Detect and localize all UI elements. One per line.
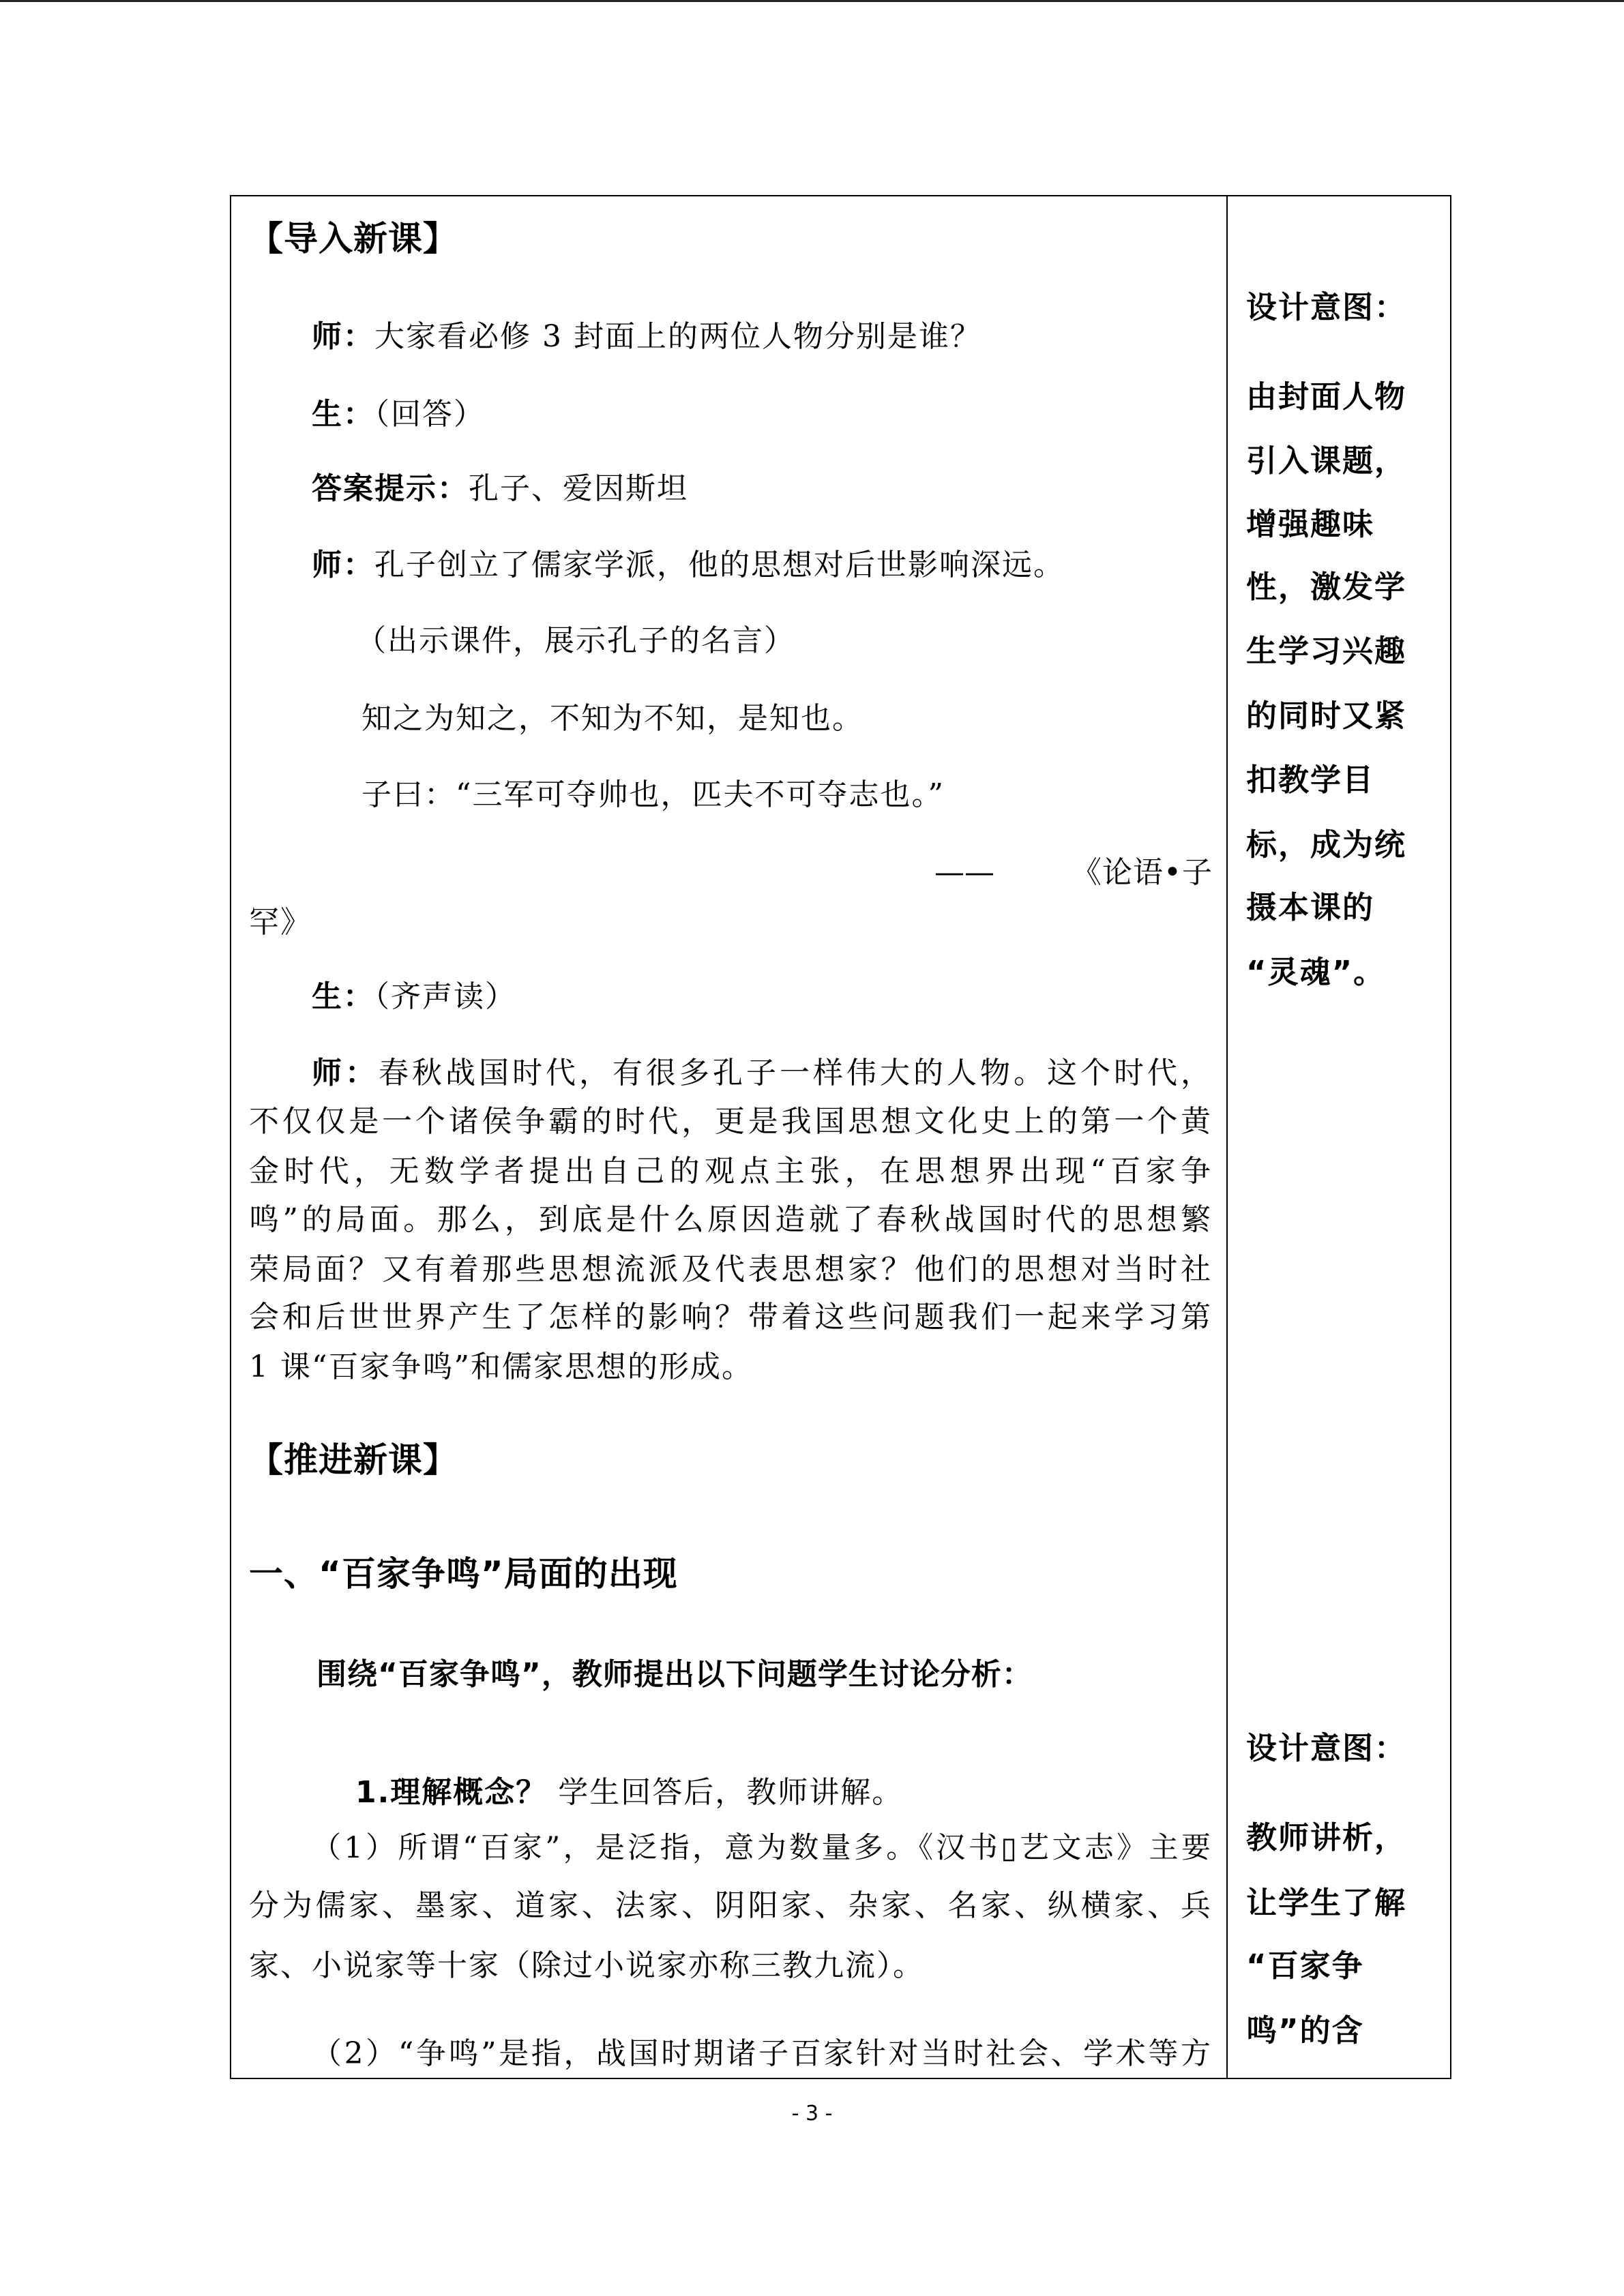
dialogue-text: 大家看必修 3 封面上的两位人物分别是谁？	[374, 319, 981, 354]
design-intent-line: 的同时又紧	[1246, 698, 1407, 734]
design-intent-title: 设计意图：	[1246, 289, 1407, 325]
design-intent-line: 由封面人物	[1246, 378, 1407, 415]
confucius-quote-2: 子曰：“三军可夺帅也，匹夫不可夺志也。”	[361, 777, 945, 812]
teacher-paragraph-line: 鸣”的局面。那么，到底是什么原因造就了春秋战国时代的思想繁	[249, 1202, 1211, 1237]
design-intent-line: 教师讲析，	[1246, 1819, 1407, 1855]
student-answer-1	[312, 398, 485, 431]
design-intent-line: 标，成为统	[1246, 826, 1407, 863]
speaker-label: 生：	[312, 397, 374, 432]
teacher-paragraph-line: 会和后世世界产生了怎样的影响？带着这些问题我们一起来学习第	[249, 1300, 1211, 1335]
design-intent-line: 增强趣味	[1246, 506, 1375, 542]
design-intent-line: 鸣”的含	[1246, 2012, 1364, 2048]
dialogue-text: 孔子创立了儒家学派，他的思想对后世影响深远。	[374, 548, 1065, 582]
dialogue-text: （齐声读）	[374, 979, 516, 1014]
design-intent-line: 让学生了解	[1246, 1885, 1407, 1921]
teacher-paragraph-line	[312, 1057, 1211, 1090]
concept-label: 1.理解概念？	[355, 1775, 548, 1810]
speaker-label: 师：	[312, 319, 374, 354]
design-intent-title: 设计意图：	[1246, 1730, 1407, 1766]
concept-text: 学生回答后，教师讲解。	[547, 1775, 904, 1810]
dialogue-text: （回答）	[374, 397, 485, 432]
design-intent-line: “灵魂”。	[1246, 954, 1386, 990]
design-intent-line: 摄本课的	[1246, 889, 1375, 925]
explanation-1-line: 分为儒家、墨家、道家、法家、阴阳家、杂家、名家、纵横家、兵	[249, 1888, 1211, 1923]
intro-section-title: 【导入新课】	[249, 219, 458, 258]
source-citation-line-1: 《论语•子	[1072, 855, 1213, 890]
teacher-paragraph-line: 荣局面？又有着那些思想流派及代表思想家？他们的思想对当时社	[249, 1252, 1211, 1287]
hint-text: 孔子、爱因斯坦	[469, 471, 688, 506]
design-intent-line: “百家争	[1246, 1948, 1364, 1984]
teacher-paragraph-line: 不仅仅是一个诸侯争霸的时代，更是我国思想文化史上的第一个黄	[249, 1104, 1211, 1139]
speaker-label: 生：	[312, 979, 374, 1014]
courseware-note: （出示课件，展示孔子的名言）	[356, 623, 795, 658]
design-intent-line: 扣教学目	[1246, 762, 1375, 798]
discussion-prompt: 围绕“百家争鸣”，教师提出以下问题学生讨论分析：	[316, 1657, 1033, 1692]
teacher-paragraph-line: 金时代，无数学者提出自己的观点主张，在思想界出现“百家争	[249, 1154, 1211, 1189]
source-citation-line-2: 罕》	[249, 905, 312, 940]
explanation-1-line: 家、小说家等十家（除过小说家亦称三教九流）。	[249, 1948, 924, 1983]
student-answer-2	[312, 981, 516, 1013]
design-intent-line: 引入课题，	[1246, 443, 1407, 479]
speaker-label: 师：	[312, 1056, 379, 1090]
teacher-question-1	[312, 320, 981, 353]
hint-label: 答案提示：	[312, 471, 469, 506]
explanation-2-line: （2）“争鸣”是指，战国时期诸子百家针对当时社会、学术等方	[312, 2036, 1211, 2071]
concept-question	[312, 1744, 903, 1842]
column-divider	[1226, 195, 1228, 2079]
teacher-paragraph-line: 1 课“百家争鸣”和儒家思想的形成。	[249, 1350, 753, 1384]
teacher-statement-2	[312, 549, 1065, 582]
answer-hint	[312, 473, 688, 505]
advance-section-title: 【推进新课】	[249, 1440, 458, 1480]
design-intent-line: 性，激发学	[1246, 569, 1407, 605]
source-dash: ——	[934, 855, 994, 890]
confucius-quote-1: 知之为知之，不知为不知，是知也。	[361, 701, 863, 736]
page-number: - 3 -	[791, 2102, 833, 2126]
subsection-heading: 一、“百家争鸣”局面的出现	[249, 1554, 678, 1594]
speaker-label: 师：	[312, 548, 374, 582]
explanation-1-line: （1）所谓“百家”，是泛指，意为数量多。《汉书▯艺文志》主要	[312, 1831, 1211, 1865]
top-edge-line	[0, 0, 1624, 2]
design-intent-line: 生学习兴趣	[1246, 633, 1407, 669]
paragraph-text: 春秋战国时代，有很多孔子一样伟大的人物。这个时代，	[379, 1056, 1211, 1090]
